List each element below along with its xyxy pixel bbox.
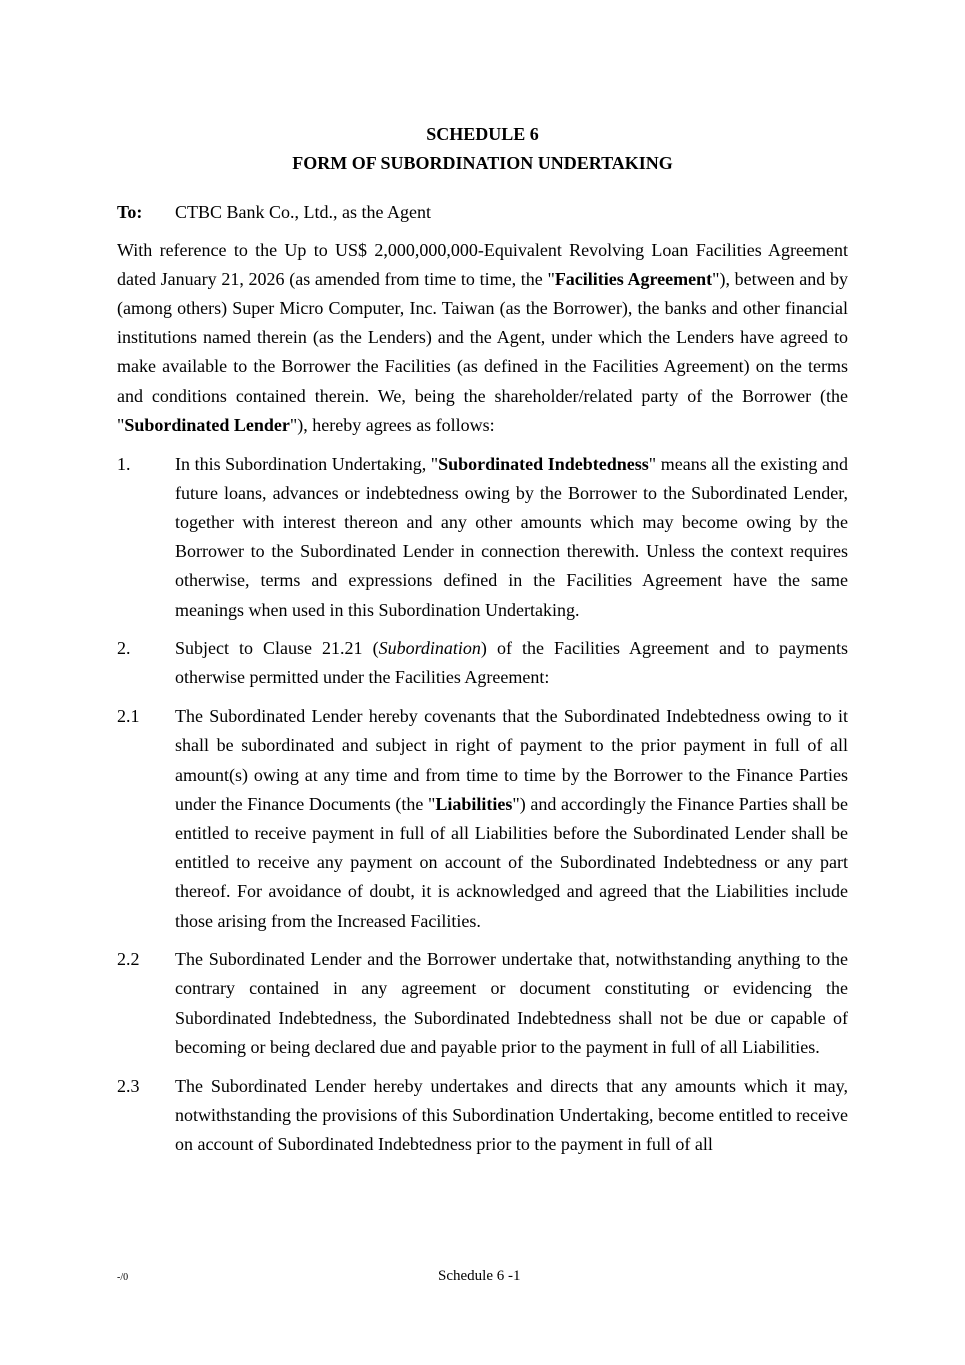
clause-number: 2.1 — [117, 706, 140, 727]
text-segment: The Subordinated Lender hereby covenants that the Subordinated Indebtedness owing to it shall be subordinated and subject in right of payment to the prior payment in full of all amount(s) owing at any time and from time to time by the Borrower to the Finance Parties under the Finance Documents (the " — [175, 706, 848, 814]
document-page — [117, 120, 848, 1159]
clause-number: 2.3 — [117, 1075, 140, 1096]
clause-1 — [117, 450, 848, 625]
clause-number: 2.2 — [117, 949, 140, 970]
clause-text — [175, 702, 848, 936]
addressee-label: To: — [117, 202, 143, 223]
text-segment: In this Subordination Undertaking, " — [175, 453, 439, 474]
intro-paragraph — [117, 236, 848, 440]
clause-text — [175, 634, 848, 692]
document-title: FORM OF SUBORDINATION UNDERTAKING — [292, 153, 673, 174]
addressee-value: CTBC Bank Co., Ltd., as the Agent — [175, 202, 431, 223]
clause-2-3 — [117, 1072, 848, 1160]
schedule-number: SCHEDULE 6 — [426, 124, 539, 144]
page-number: Schedule 6 -1 — [438, 1268, 521, 1284]
text-segment: " means all the existing and future loans, advances or indebtedness owing by the Borrower to the Subordinated Lender, together with interest thereon and any other amounts which may become owing by the Borrower to the Subordinated Lender in connection therewith. Unless the context requires otherwise, terms and expressions defined in the Facilities Agreement have the same meanings when used in this Subordination Undertaking. — [175, 453, 848, 620]
text-segment: ) of the Facilities Agreement and to payments otherwise permitted under the Facilities Agreement: — [175, 638, 848, 688]
clause-text — [175, 945, 848, 1062]
addressee — [117, 198, 848, 227]
defined-term: Subordinated Indebtedness — [438, 453, 649, 474]
text-segment: The Subordinated Lender and the Borrower undertake that, notwithstanding anything to the contrary contained in any agreement or document constituting or evidencing the Subordinated Indebtedness, the Subordinated Indebtedness shall not be due or capable of becoming or being declared due and payable prior to the payment in full of all Liabilities. — [175, 949, 848, 1057]
clause-2-2 — [117, 945, 848, 1062]
text-segment: With reference to the Up to US$ 2,000,000,000-Equivalent Revolving Loan Facilities Agreement dated January 21, 2026 (as amended from time to time, the " — [117, 239, 848, 289]
text-segment: "), between and by (among others) Super Micro Computer, Inc. Taiwan (as the Borrower), the banks and other financial institutions named therein (as the Lenders) and the Agent, under which the Lenders have agreed to make available to the Borrower the Facilities (as defined in the Facilities Agreement) on the terms and conditions contained therein. We, being the shareholder/related party of the Borrower (the " — [117, 268, 848, 435]
clause-text — [175, 450, 848, 625]
clause-number: 2. — [117, 638, 131, 659]
clause-2 — [117, 634, 848, 692]
text-segment: ") and accordingly the Finance Parties shall be entitled to receive payment in full of all Liabilities before the Subordinated Lender shall be entitled to receive any payment on account of the Subordinated Indebtedness or any part thereof. For avoidance of doubt, it is acknowledged and agreed that the Liabilities include those arising from the Increased Facilities. — [175, 793, 848, 931]
defined-term: Facilities Agreement — [554, 268, 713, 289]
clause-number: 1. — [117, 453, 131, 474]
clause-text — [175, 1072, 848, 1160]
clause-list — [117, 450, 848, 1160]
text-segment: "), hereby agrees as follows: — [289, 414, 495, 435]
text-segment: Subject to Clause 21.21 ( — [175, 638, 379, 659]
defined-term: Liabilities — [435, 793, 513, 814]
italic-reference: Subordination — [378, 638, 481, 659]
defined-term: Subordinated Lender — [124, 414, 290, 435]
clause-2-1 — [117, 702, 848, 936]
text-segment: The Subordinated Lender hereby undertakes and directs that any amounts which it may, notwithstanding the provisions of this Subordination Undertaking, become entitled to receive on account of Subordinated Indebtedness prior to the payment in full of all — [175, 1075, 848, 1154]
footer-reference: -/0 — [117, 1272, 129, 1283]
